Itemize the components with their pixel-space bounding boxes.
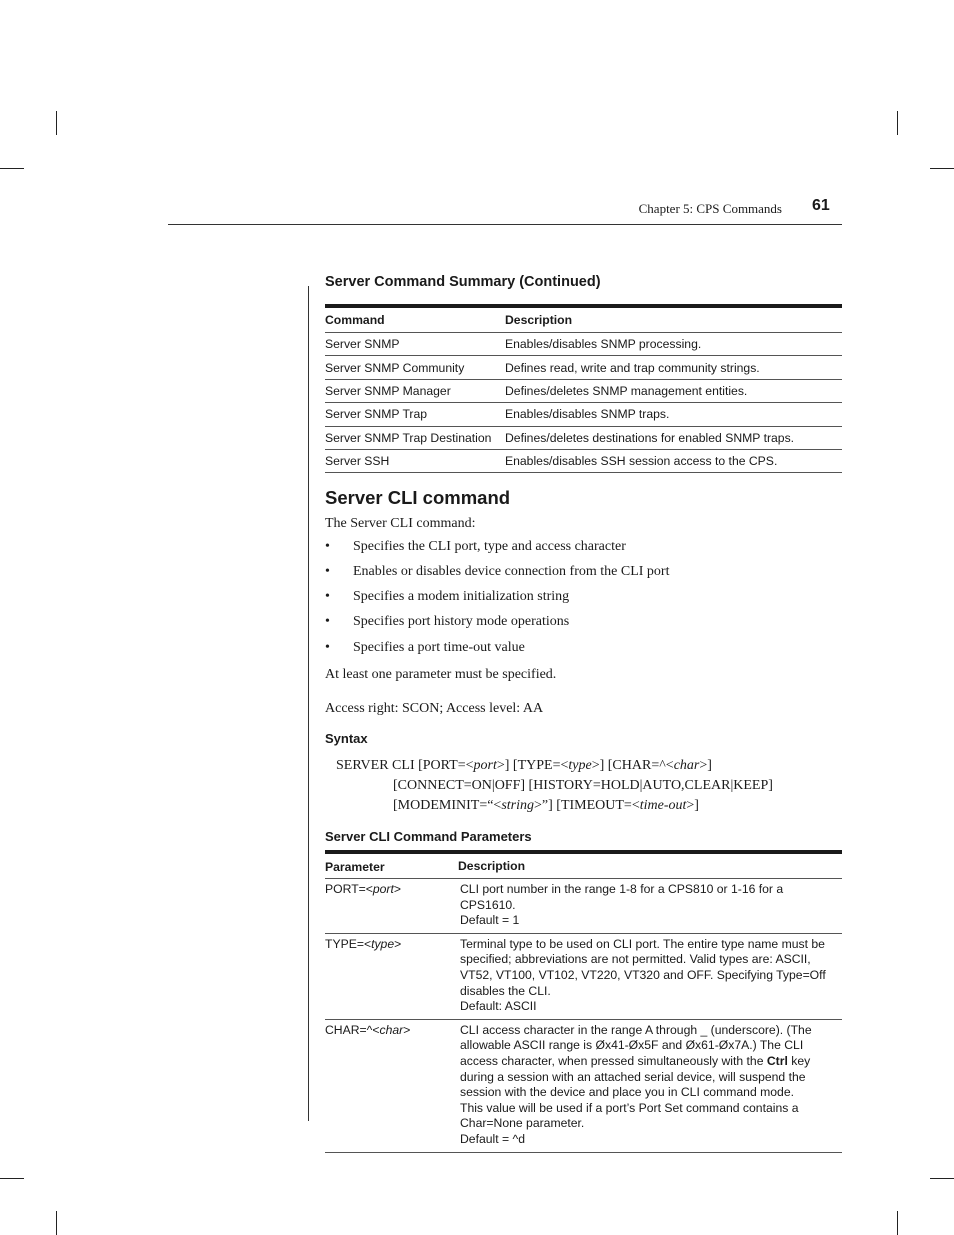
command-cell: Server SNMP Trap bbox=[325, 407, 428, 422]
table-top-rule bbox=[325, 850, 842, 854]
description-cell: CLI access character in the range A through _ (underscore). (The allowable ASCII range is Øx41-Øx5F and Øx61-Øx7A.) The CLI access character, when pressed simultaneously with the Ctrl key during a session with an attached serial device, will suspend the session with the device and place you in CLI command mode. This value will be used if a port’s Port Set command contains a Char=None parameter. Default = ^d bbox=[460, 1022, 812, 1146]
description-cell: Defines/deletes SNMP management entities. bbox=[505, 383, 748, 398]
list-item: • Specifies a port time-out value bbox=[325, 640, 525, 655]
parameter-cell: PORT=<port> bbox=[325, 882, 402, 896]
command-cell: Server SNMP Manager bbox=[325, 383, 451, 398]
section-title: Server CLI command bbox=[325, 487, 511, 508]
syntax-heading: Syntax bbox=[325, 731, 368, 746]
table-row bbox=[325, 1020, 842, 1153]
crop-mark bbox=[56, 1211, 57, 1235]
command-cell: Server SNMP Trap Destination bbox=[325, 430, 492, 445]
description-cell: Terminal type to be used on CLI port. The entire type name must be specified; abbreviations are not permitted. Valid types are: ASCII, VT52, VT100, VT102, VT220, VT320 and OFF. Specifying Type=Off disables the CLI. Default: ASCII bbox=[460, 936, 826, 1014]
params-table-caption: Server CLI Command Parameters bbox=[325, 829, 532, 844]
parameter-cell: CHAR=^<char> bbox=[325, 1022, 411, 1037]
description-cell: Enables/disables SNMP traps. bbox=[505, 407, 670, 422]
crop-mark bbox=[56, 111, 57, 135]
table-row bbox=[325, 450, 842, 473]
description-cell: Defines/deletes destinations for enabled SNMP traps. bbox=[505, 430, 795, 445]
syntax-line: [CONNECT=ON|OFF] [HISTORY=HOLD|AUTO,CLEAR|KEEP] bbox=[393, 778, 773, 793]
intro-text: The Server CLI command: bbox=[325, 516, 476, 531]
crop-mark bbox=[897, 1211, 898, 1235]
column-header-description: Description bbox=[505, 313, 573, 327]
list-item: • Enables or disables device connection from the CLI port bbox=[325, 564, 670, 579]
summary-table bbox=[325, 308, 842, 473]
table-header-row bbox=[325, 308, 842, 333]
command-cell: Server SSH bbox=[325, 454, 390, 469]
summary-table-caption: Server Command Summary (Continued) bbox=[325, 274, 601, 290]
crop-mark bbox=[930, 1178, 954, 1179]
crop-mark bbox=[0, 1178, 24, 1179]
crop-mark bbox=[897, 111, 898, 135]
column-header-command: Command bbox=[325, 313, 385, 327]
syntax-line: [MODEMINIT=“<string>”] [TIMEOUT=<time-out>] bbox=[393, 798, 699, 813]
list-item: • Specifies a modem initialization string bbox=[325, 589, 570, 604]
table-header-row bbox=[325, 856, 842, 879]
running-head: Chapter 5: CPS Commands bbox=[638, 201, 782, 216]
margin-rule bbox=[308, 286, 309, 1121]
header-rule bbox=[168, 224, 842, 225]
parameter-cell: TYPE=<type> bbox=[325, 936, 402, 951]
column-header-description: Description bbox=[458, 859, 526, 874]
table-row bbox=[325, 427, 842, 450]
syntax-line: SERVER CLI [PORT=<port>] [TYPE=<type>] [CHAR=^<char>] bbox=[336, 758, 712, 773]
command-cell: Server SNMP Community bbox=[325, 360, 465, 375]
crop-mark bbox=[930, 168, 954, 169]
table-row bbox=[325, 879, 842, 934]
requirement-text: At least one parameter must be specified. bbox=[325, 667, 557, 682]
column-header-parameter: Parameter bbox=[325, 860, 385, 874]
description-cell: Enables/disables SNMP processing. bbox=[505, 337, 702, 352]
list-item: • Specifies the CLI port, type and access character bbox=[325, 539, 626, 554]
page-number: 61 bbox=[812, 197, 830, 214]
table-row bbox=[325, 380, 842, 403]
table-row bbox=[325, 333, 842, 356]
list-item: • Specifies port history mode operations bbox=[325, 614, 570, 629]
table-row bbox=[325, 356, 842, 379]
description-cell: Enables/disables SSH session access to the CPS. bbox=[505, 454, 778, 469]
description-cell: Defines read, write and trap community strings. bbox=[505, 360, 760, 375]
ctrl-key-label: Ctrl bbox=[766, 1053, 788, 1068]
command-cell: Server SNMP bbox=[325, 337, 400, 352]
params-table bbox=[325, 856, 842, 1153]
description-cell: CLI port number in the range 1-8 for a CPS810 or 1-16 for a CPS1610. Default = 1 bbox=[460, 882, 784, 928]
table-row bbox=[325, 403, 842, 426]
table-row bbox=[325, 934, 842, 1020]
crop-mark bbox=[0, 168, 24, 169]
access-text: Access right: SCON; Access level: AA bbox=[325, 701, 544, 716]
